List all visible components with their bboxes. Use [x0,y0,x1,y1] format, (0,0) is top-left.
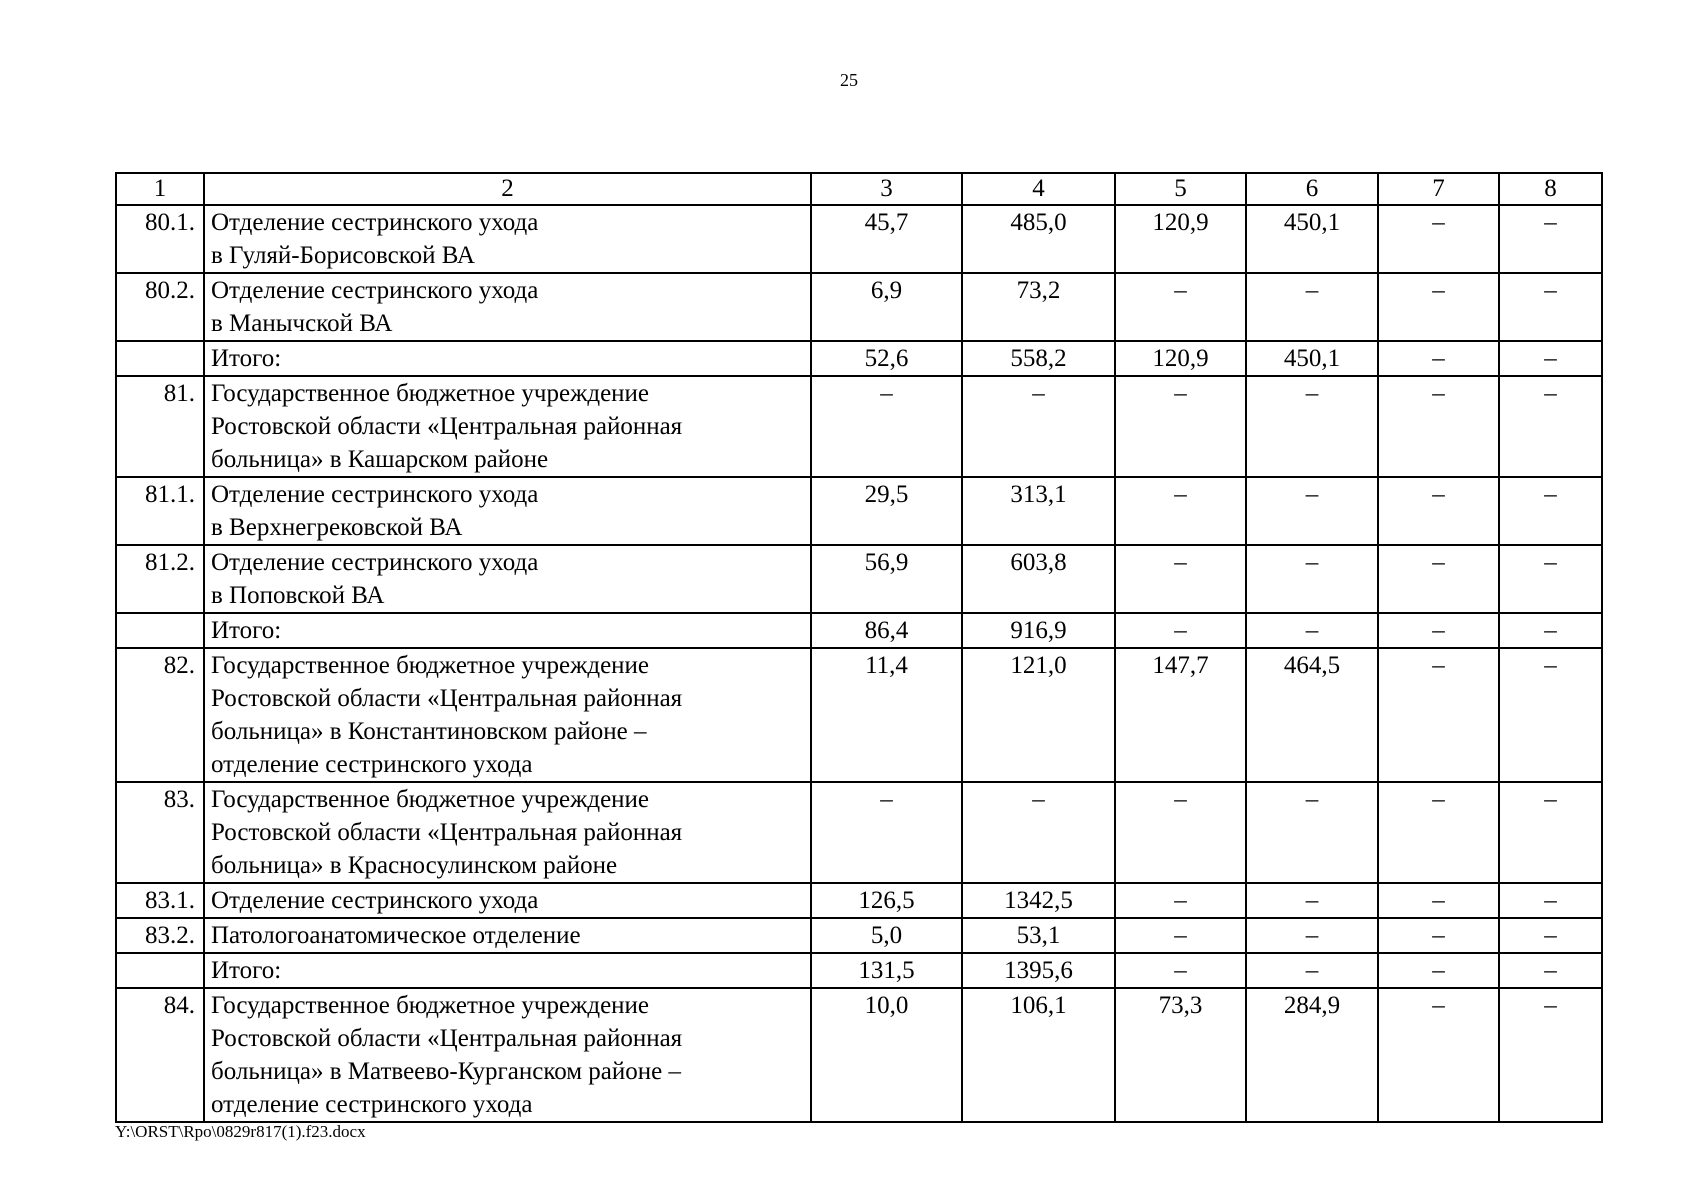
value-cell: – [1499,988,1602,1122]
value-cell: 120,9 [1115,205,1246,273]
institution-name-line: Отделение сестринского ухода [211,209,539,236]
table-row [116,613,1602,648]
column-number-cell: 6 [1246,173,1378,205]
column-number-cell: 4 [962,173,1115,205]
value-cell: – [1115,477,1246,545]
value-cell: – [1499,918,1602,953]
value-cell: – [1115,918,1246,953]
column-number-cell: 2 [204,173,811,205]
value-cell: 1342,5 [962,883,1115,918]
value-cell: – [1115,273,1246,341]
value-cell: 120,9 [1115,341,1246,376]
table-row [116,205,1602,273]
file-path-footer: Y:\ORST\Rpo\0829r817(1).f23.docx [115,1122,366,1141]
institution-name-cell [204,648,811,782]
table-row [116,341,1602,376]
institution-name-cell [204,273,811,341]
institution-name-line: в Гуляй-Борисовской ВА [211,242,475,269]
institution-name-line: Итого: [211,957,282,984]
value-cell: – [1499,782,1602,883]
value-cell: 6,9 [811,273,962,341]
institution-name-line: Ростовской области «Центральная районная [211,685,683,712]
row-number-cell: 84. [116,988,204,1122]
data-table [115,172,1603,1123]
column-number-cell: 7 [1378,173,1499,205]
row-number-cell [116,613,204,648]
value-cell: – [1115,953,1246,988]
institution-name-line: Ростовской области «Центральная районная [211,819,683,846]
value-cell: 121,0 [962,648,1115,782]
value-cell: – [1378,545,1499,613]
institution-name-line: Итого: [211,345,282,372]
table-row [116,953,1602,988]
value-cell: – [1378,341,1499,376]
institution-name-cell [204,988,811,1122]
value-cell: – [1378,648,1499,782]
row-number-cell: 81.1. [116,477,204,545]
value-cell: – [1246,545,1378,613]
value-cell: – [811,376,962,477]
value-cell: – [1378,273,1499,341]
value-cell: – [1246,918,1378,953]
value-cell: – [1378,953,1499,988]
row-number-cell: 80.2. [116,273,204,341]
row-number-cell: 83.2. [116,918,204,953]
institution-name-line: в Манычской ВА [211,310,393,337]
value-cell: – [1378,205,1499,273]
value-cell: – [1115,883,1246,918]
institution-name-cell [204,613,811,648]
institution-name-line: в Поповской ВА [211,582,385,609]
institution-name-line: Патологоанатомическое отделение [211,922,581,949]
value-cell: – [1378,613,1499,648]
value-cell: – [1378,477,1499,545]
column-number-cell: 5 [1115,173,1246,205]
value-cell: – [1499,273,1602,341]
value-cell: – [1246,273,1378,341]
value-cell: 86,4 [811,613,962,648]
value-cell: 284,9 [1246,988,1378,1122]
table-row [116,545,1602,613]
table-row [116,782,1602,883]
institution-name-line: отделение сестринского ухода [211,751,533,778]
value-cell: 53,1 [962,918,1115,953]
institution-name-cell [204,782,811,883]
table-row [116,883,1602,918]
institution-name-line: Государственное бюджетное учреждение [211,652,650,679]
column-number-cell: 8 [1499,173,1602,205]
value-cell: – [1499,545,1602,613]
institution-name-line: Ростовской области «Центральная районная [211,1025,683,1052]
institution-name-line: больница» в Красносулинском районе [211,852,618,879]
value-cell: 11,4 [811,648,962,782]
institution-name-cell [204,341,811,376]
value-cell: 558,2 [962,341,1115,376]
row-number-cell: 83. [116,782,204,883]
value-cell: – [1246,376,1378,477]
value-cell: – [1246,953,1378,988]
value-cell: – [1378,918,1499,953]
institution-name-line: Государственное бюджетное учреждение [211,786,650,813]
value-cell: 485,0 [962,205,1115,273]
value-cell: 10,0 [811,988,962,1122]
value-cell: 131,5 [811,953,962,988]
institution-name-cell [204,477,811,545]
value-cell: 73,2 [962,273,1115,341]
value-cell: 126,5 [811,883,962,918]
value-cell: 147,7 [1115,648,1246,782]
value-cell: – [1115,545,1246,613]
value-cell: – [1499,953,1602,988]
value-cell: – [1499,376,1602,477]
value-cell: 313,1 [962,477,1115,545]
row-number-cell: 81. [116,376,204,477]
table-row [116,918,1602,953]
institution-name-line: Отделение сестринского ухода [211,277,539,304]
institution-name-line: больница» в Матвеево-Курганском районе – [211,1058,682,1085]
table-row [116,376,1602,477]
institution-name-cell [204,205,811,273]
table-row [116,477,1602,545]
value-cell: 29,5 [811,477,962,545]
column-number-cell: 3 [811,173,962,205]
institution-name-cell [204,883,811,918]
institution-name-line: в Верхнегрековской ВА [211,514,463,541]
row-number-cell [116,341,204,376]
value-cell: 450,1 [1246,205,1378,273]
institution-name-line: Отделение сестринского ухода [211,887,539,914]
value-cell: 45,7 [811,205,962,273]
value-cell: – [1499,613,1602,648]
institution-name-line: Государственное бюджетное учреждение [211,992,650,1019]
value-cell: – [1499,648,1602,782]
row-number-cell: 82. [116,648,204,782]
institution-name-line: отделение сестринского ухода [211,1091,533,1118]
value-cell: – [1246,883,1378,918]
value-cell: 1395,6 [962,953,1115,988]
value-cell: – [1378,988,1499,1122]
institution-name-line: больница» в Кашарском районе [211,446,549,473]
value-cell: – [1246,782,1378,883]
value-cell: – [1499,205,1602,273]
value-cell: 916,9 [962,613,1115,648]
value-cell: – [1499,341,1602,376]
institution-name-line: Отделение сестринского ухода [211,549,539,576]
value-cell: 464,5 [1246,648,1378,782]
value-cell: – [1499,883,1602,918]
institution-name-cell [204,918,811,953]
row-number-cell: 83.1. [116,883,204,918]
table-row [116,988,1602,1122]
value-cell: 603,8 [962,545,1115,613]
table-row [116,648,1602,782]
value-cell: – [1246,613,1378,648]
institution-name-line: Итого: [211,617,282,644]
row-number-cell [116,953,204,988]
value-cell: 52,6 [811,341,962,376]
page-number: 25 [840,70,858,90]
value-cell: – [1115,613,1246,648]
value-cell: 5,0 [811,918,962,953]
value-cell: – [1378,376,1499,477]
institution-name-cell [204,376,811,477]
row-number-cell: 80.1. [116,205,204,273]
column-number-row [116,173,1602,205]
value-cell: – [962,376,1115,477]
institution-name-line: Государственное бюджетное учреждение [211,380,650,407]
institution-name-line: Отделение сестринского ухода [211,481,539,508]
institution-name-line: Ростовской области «Центральная районная [211,413,683,440]
value-cell: – [1115,376,1246,477]
value-cell: – [1115,782,1246,883]
row-number-cell: 81.2. [116,545,204,613]
table-row [116,273,1602,341]
institution-name-cell [204,545,811,613]
value-cell: – [811,782,962,883]
institution-name-line: больница» в Константиновском районе – [211,718,647,745]
value-cell: – [1499,477,1602,545]
value-cell: 73,3 [1115,988,1246,1122]
institution-name-cell [204,953,811,988]
value-cell: 450,1 [1246,341,1378,376]
table-container [115,172,1603,1123]
value-cell: – [962,782,1115,883]
value-cell: – [1378,883,1499,918]
value-cell: – [1246,477,1378,545]
value-cell: 106,1 [962,988,1115,1122]
value-cell: 56,9 [811,545,962,613]
value-cell: – [1378,782,1499,883]
column-number-cell: 1 [116,173,204,205]
